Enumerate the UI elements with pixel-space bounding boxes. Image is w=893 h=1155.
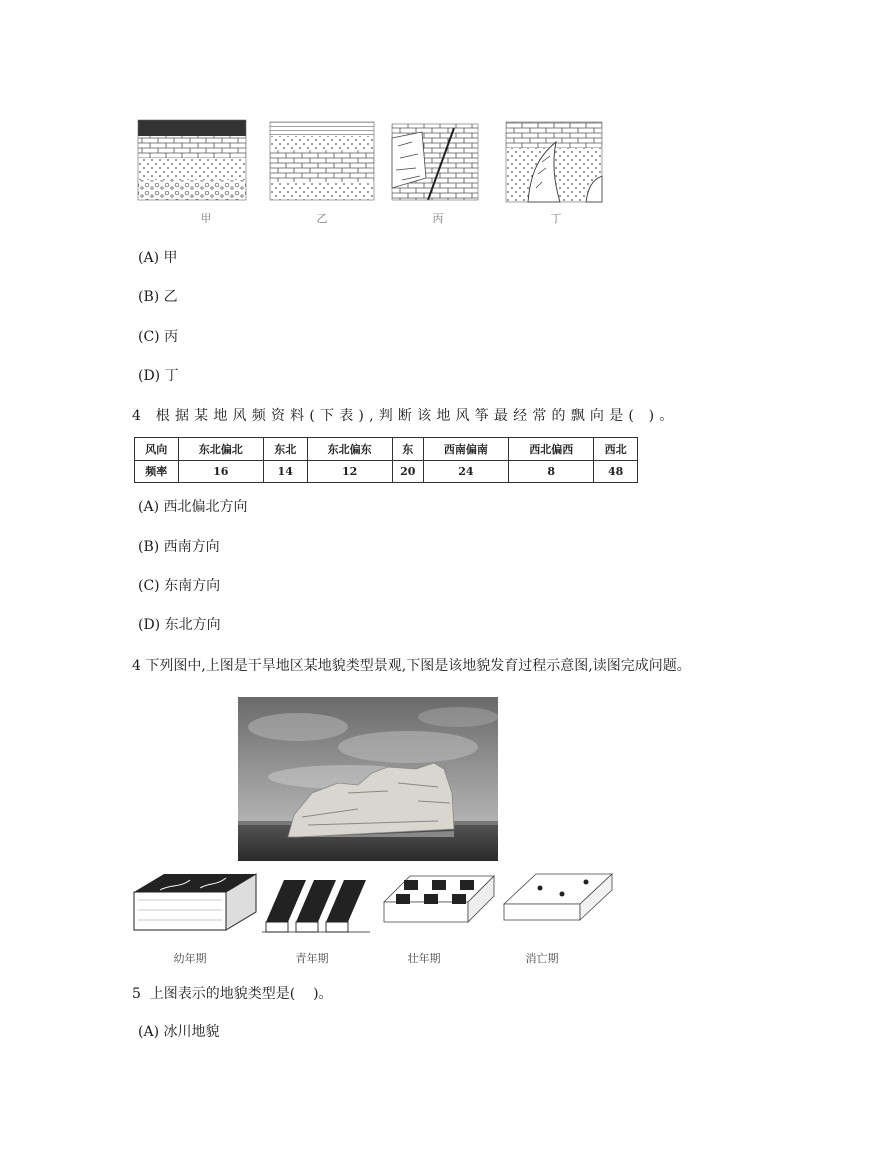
table-cell: 西北 bbox=[594, 438, 638, 461]
strata-figure bbox=[134, 118, 614, 210]
option-text: 东北方向 bbox=[164, 617, 221, 633]
stage-label-adolescence: 青年期 bbox=[295, 952, 329, 965]
q4-option-d[interactable] bbox=[138, 614, 221, 634]
stage-label-maturity: 壮年期 bbox=[407, 952, 441, 965]
q4-option-c[interactable] bbox=[138, 575, 220, 595]
landform-stages-diagram bbox=[130, 866, 614, 946]
table-cell: 西北偏西 bbox=[509, 438, 594, 461]
table-cell: 东北 bbox=[263, 438, 307, 461]
table-header-cell: 频率 bbox=[135, 460, 179, 483]
option-label: (A) bbox=[138, 499, 160, 515]
strata-caption-yi: 乙 bbox=[316, 212, 328, 225]
option-text: 乙 bbox=[163, 289, 178, 305]
q4-option-b[interactable] bbox=[138, 536, 220, 556]
stage-maturity-block bbox=[384, 876, 494, 922]
option-label: (B) bbox=[138, 289, 160, 305]
stage-label-demise: 消亡期 bbox=[525, 952, 559, 965]
option-label: (D) bbox=[138, 368, 161, 384]
strata-panel-ding bbox=[506, 122, 602, 202]
strata-panel-jia bbox=[138, 120, 246, 200]
q4-option-a[interactable] bbox=[138, 496, 248, 516]
option-text: 甲 bbox=[163, 250, 178, 266]
q3-option-b[interactable] bbox=[138, 286, 178, 306]
option-text: 冰川地貌 bbox=[163, 1024, 220, 1040]
stage-youth-block bbox=[134, 874, 256, 930]
landform-photo bbox=[238, 697, 498, 861]
question-5: 5 上图表示的地貌类型是( )。 bbox=[132, 986, 333, 1002]
stage-label-youth: 幼年期 bbox=[173, 952, 207, 965]
option-text: 西南方向 bbox=[163, 539, 220, 555]
table-cell: 西南偏南 bbox=[423, 438, 508, 461]
strata-panel-bing bbox=[392, 124, 478, 200]
q3-option-d[interactable] bbox=[138, 365, 179, 385]
strata-caption-bing: 丙 bbox=[432, 212, 444, 225]
stage-adolescence-block bbox=[262, 880, 370, 932]
q3-option-c[interactable] bbox=[138, 326, 178, 346]
table-cell: 24 bbox=[423, 460, 508, 483]
strata-caption-ding: 丁 bbox=[550, 212, 562, 225]
wind-frequency-table bbox=[134, 437, 638, 483]
option-label: (B) bbox=[138, 539, 160, 555]
table-cell: 东 bbox=[392, 438, 423, 461]
q5-option-a[interactable] bbox=[138, 1021, 220, 1041]
q3-option-a[interactable] bbox=[138, 247, 178, 267]
table-cell: 8 bbox=[509, 460, 594, 483]
table-cell: 20 bbox=[392, 460, 423, 483]
strata-panel-yi bbox=[270, 122, 374, 200]
option-text: 西北偏北方向 bbox=[163, 499, 248, 515]
table-row bbox=[135, 460, 638, 483]
option-label: (C) bbox=[138, 329, 160, 345]
table-cell: 东北偏北 bbox=[178, 438, 263, 461]
option-text: 丁 bbox=[164, 368, 179, 384]
table-cell: 14 bbox=[263, 460, 307, 483]
table-cell: 东北偏东 bbox=[307, 438, 392, 461]
option-label: (C) bbox=[138, 578, 160, 594]
option-label: (A) bbox=[138, 250, 160, 266]
question-4-landform: 4 下列图中,上图是干旱地区某地貌类型景观,下图是该地貌发育过程示意图,读图完成问题。 bbox=[132, 658, 691, 674]
table-cell: 48 bbox=[594, 460, 638, 483]
table-row bbox=[135, 438, 638, 461]
question-4-wind: 4 根据某地风频资料(下表),判断该地风筝最经常的飘向是( )。 bbox=[132, 408, 679, 424]
option-label: (A) bbox=[138, 1024, 160, 1040]
strata-caption-jia: 甲 bbox=[200, 212, 212, 225]
table-cell: 16 bbox=[178, 460, 263, 483]
option-text: 丙 bbox=[164, 329, 179, 345]
table-header-cell: 风向 bbox=[135, 438, 179, 461]
stage-demise-block bbox=[504, 874, 612, 920]
option-text: 东南方向 bbox=[164, 578, 221, 594]
option-label: (D) bbox=[138, 617, 161, 633]
table-cell: 12 bbox=[307, 460, 392, 483]
